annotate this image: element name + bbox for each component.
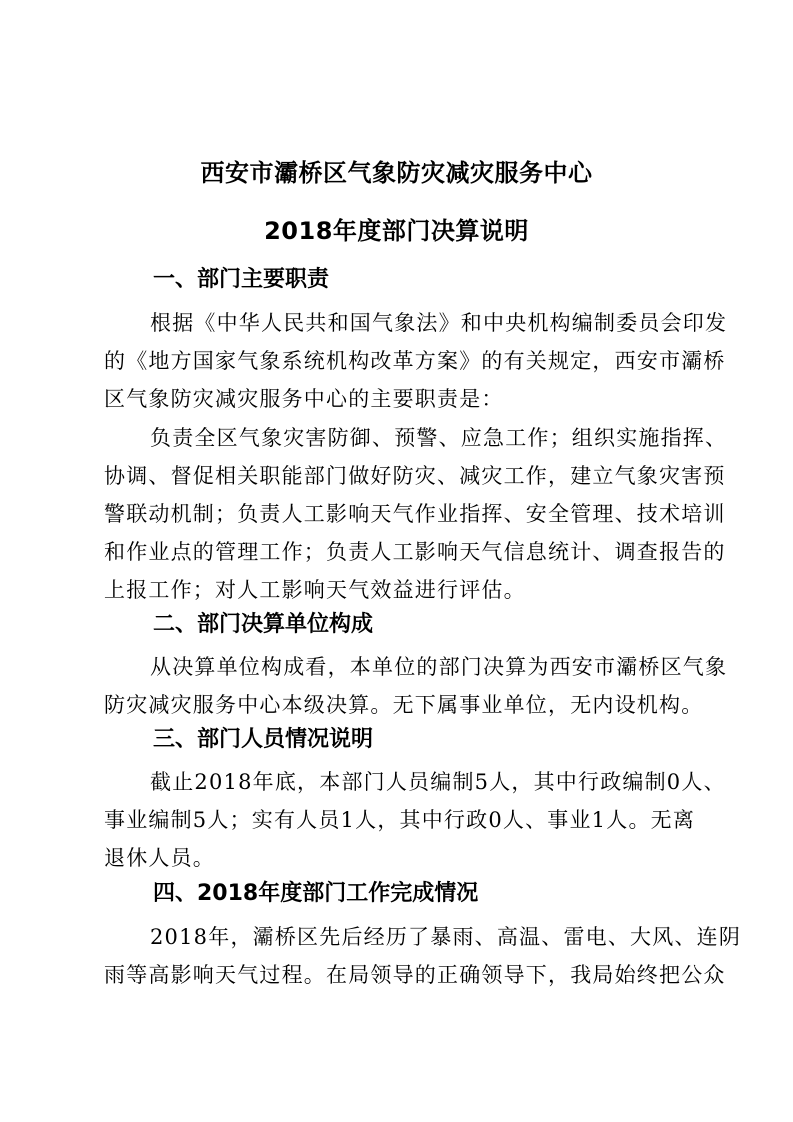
paragraph-line: 负责全区气象灾害防御、预警、应急工作；组织实施指挥、 [150,426,728,450]
paragraph-line: 警联动机制；负责人工影响天气作业指挥、安全管理、技术培训 [104,502,726,526]
paragraph-line: 截止2018年底，本部门人员编制5人，其中行政编制0人、 [150,770,726,794]
paragraph-line: 的《地方国家气象系统机构改革方案》的有关规定，西安市灞桥 [104,349,726,373]
paragraph-line: 协调、督促相关职能部门做好防灾、减灾工作，建立气象灾害预 [104,464,726,488]
section-heading-work: 四、2018年度部门工作完成情况 [153,881,479,906]
paragraph-line: 和作业点的管理工作；负责人工影响天气信息统计、调查报告的 [104,540,726,564]
section-heading-units: 二、部门决算单位构成 [153,612,374,637]
section-heading-duties: 一、部门主要职责 [153,267,330,292]
paragraph-line: 退休人员。 [104,846,215,870]
paragraph-line: 根据《中华人民共和国气象法》和中央机构编制委员会印发 [150,311,728,335]
paragraph-line: 事业编制5人；实有人员1人，其中行政0人、事业1人。无离 [104,808,696,832]
paragraph-line: 雨等高影响天气过程。在局领导的正确领导下，我局始终把公众 [104,963,726,987]
document-title: 西安市灞桥区气象防灾减灾服务中心 [200,159,593,187]
paragraph-line: 上报工作；对人工影响天气效益进行评估。 [104,578,526,602]
section-heading-staff: 三、部门人员情况说明 [153,727,374,752]
paragraph-line: 从决算单位构成看，本单位的部门决算为西安市灞桥区气象 [150,655,728,679]
document-subtitle: 2018年度部门决算说明 [264,217,529,245]
paragraph-line: 2018年，灞桥区先后经历了暴雨、高温、雷电、大风、连阴 [150,925,742,949]
paragraph-line: 防灾减灾服务中心本级决算。无下属事业单位，无内设机构。 [104,693,704,717]
paragraph-line: 区气象防灾减灾服务中心的主要职责是： [104,387,504,411]
